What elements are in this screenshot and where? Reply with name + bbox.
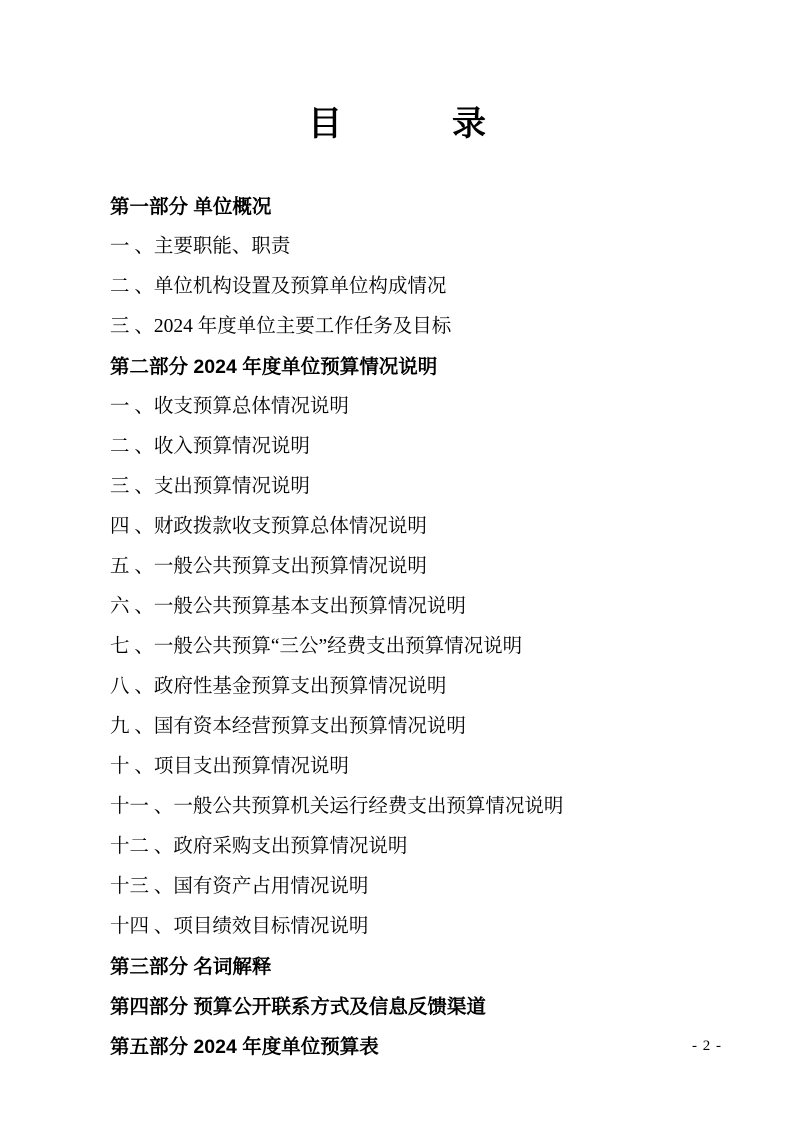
toc-part[interactable]: 第四部分 预算公开联系方式及信息反馈渠道 xyxy=(110,996,486,1018)
page-title: 目 录 xyxy=(308,105,500,143)
toc-item[interactable]: 五 、一般公共预算支出预算情况说明 xyxy=(110,556,427,577)
toc-part[interactable]: 第一部分 单位概况 xyxy=(110,196,272,218)
toc-item[interactable]: 三 、2024 年度单位主要工作任务及目标 xyxy=(110,316,452,337)
toc-item[interactable]: 七 、一般公共预算“三公”经费支出预算情况说明 xyxy=(110,636,523,657)
toc-item[interactable]: 八 、政府性基金预算支出预算情况说明 xyxy=(110,676,447,697)
toc-item[interactable]: 十三 、国有资产占用情况说明 xyxy=(110,876,369,897)
toc-part[interactable]: 第二部分 2024 年度单位预算情况说明 xyxy=(110,356,438,378)
toc-item[interactable]: 四 、财政拨款收支预算总体情况说明 xyxy=(110,516,427,537)
toc-item[interactable]: 九 、国有资本经营预算支出预算情况说明 xyxy=(110,716,466,737)
toc-item[interactable]: 十 、项目支出预算情况说明 xyxy=(110,756,349,777)
toc-item[interactable]: 三 、支出预算情况说明 xyxy=(110,476,310,497)
toc-item[interactable]: 十二 、政府采购支出预算情况说明 xyxy=(110,836,408,857)
toc-item[interactable]: 十一 、一般公共预算机关运行经费支出预算情况说明 xyxy=(110,796,564,817)
toc-item[interactable]: 十四 、项目绩效目标情况说明 xyxy=(110,916,369,937)
toc-part[interactable]: 第五部分 2024 年度单位预算表 xyxy=(110,1036,379,1058)
toc-item[interactable]: 一 、主要职能、职责 xyxy=(110,236,291,257)
toc-item[interactable]: 一 、收支预算总体情况说明 xyxy=(110,396,349,417)
table-of-contents xyxy=(0,187,794,1067)
toc-item[interactable]: 二 、单位机构设置及预算单位构成情况 xyxy=(110,276,447,297)
toc-item[interactable]: 六 、一般公共预算基本支出预算情况说明 xyxy=(110,596,466,617)
toc-part[interactable]: 第三部分 名词解释 xyxy=(110,956,272,978)
toc-item[interactable]: 二 、收入预算情况说明 xyxy=(110,436,310,457)
page-number: - 2 - xyxy=(692,1038,722,1054)
